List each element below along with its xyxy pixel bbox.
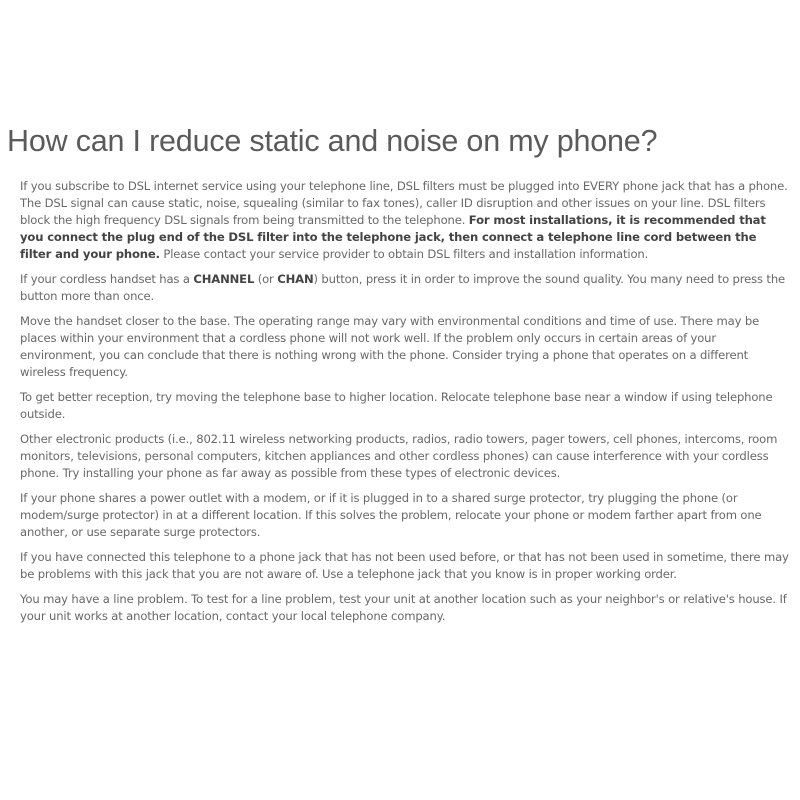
bold-text: CHAN xyxy=(277,272,314,286)
paragraph-power-outlet: If your phone shares a power outlet with a modem, or if it is plugged in to a shared surge protector, try plugging the phone (or modem/surge protector) in at a different location. If this solves the problem, relocate your phone or modem farther apart from one another, or use separate surge protectors. xyxy=(20,491,762,539)
paragraph-phone-jack: If you have connected this telephone to a phone jack that has not been used before, or that has not been used in sometime, there may be problems with this jack that you are not aware of. Use a telephone jack that you know is in proper working order. xyxy=(20,550,789,581)
text: (or xyxy=(254,272,278,286)
text: If your cordless handset has a xyxy=(20,272,194,286)
paragraph-move-handset: Move the handset closer to the base. The operating range may vary with environmental conditions and time of use. There may be places within your environment that a cordless phone will not work well. If the problem only occurs in certain areas of your environment, you can conclude that there is nothing wrong with the phone. Consider trying a phone that operates on a different wireless frequency. xyxy=(20,314,760,379)
page-title: How can I reduce static and noise on my phone? xyxy=(7,124,658,158)
article-body xyxy=(20,178,790,633)
paragraph-interference: Other electronic products (i.e., 802.11 wireless networking products, radios, radio towers, pager towers, cell phones, intercoms, room monitors, televisions, personal computers, kitchen appliances and other cordless phones) can cause interference with your cordless phone. Try installing your phone as far away as possible from these types of electronic devices. xyxy=(20,432,778,480)
text: Please contact your service provider to obtain DSL filters and installation information. xyxy=(159,247,649,261)
paragraph-reception: To get better reception, try moving the telephone base to higher location. Relocate telephone base near a window if using telephone outside. xyxy=(20,390,773,421)
bold-text: For most installations, it is recommended that you connect the plug end of the DSL filter into the telephone jack, then connect a telephone line cord between the filter and your phone. xyxy=(20,213,766,261)
text: ) button, press it in order to improve the sound quality. You many need to press the button more than once. xyxy=(20,272,785,303)
paragraph-dsl-filters xyxy=(20,178,790,263)
bold-text: CHANNEL xyxy=(193,272,255,286)
paragraph-channel-button xyxy=(20,271,790,305)
paragraph-line-problem: You may have a line problem. To test for a line problem, test your unit at another location such as your neighbor's or relative's house. If your unit works at another location, contact your local telephone company. xyxy=(20,592,787,623)
text: If you subscribe to DSL internet service using your telephone line, DSL filters must be plugged into EVERY phone jack that has a phone. The DSL signal can cause static, noise, squealing (similar to fax tones), caller ID disruption and other issues on your line. DSL filters block the high frequency DSL signals from being transmitted to the telephone. xyxy=(20,179,788,227)
